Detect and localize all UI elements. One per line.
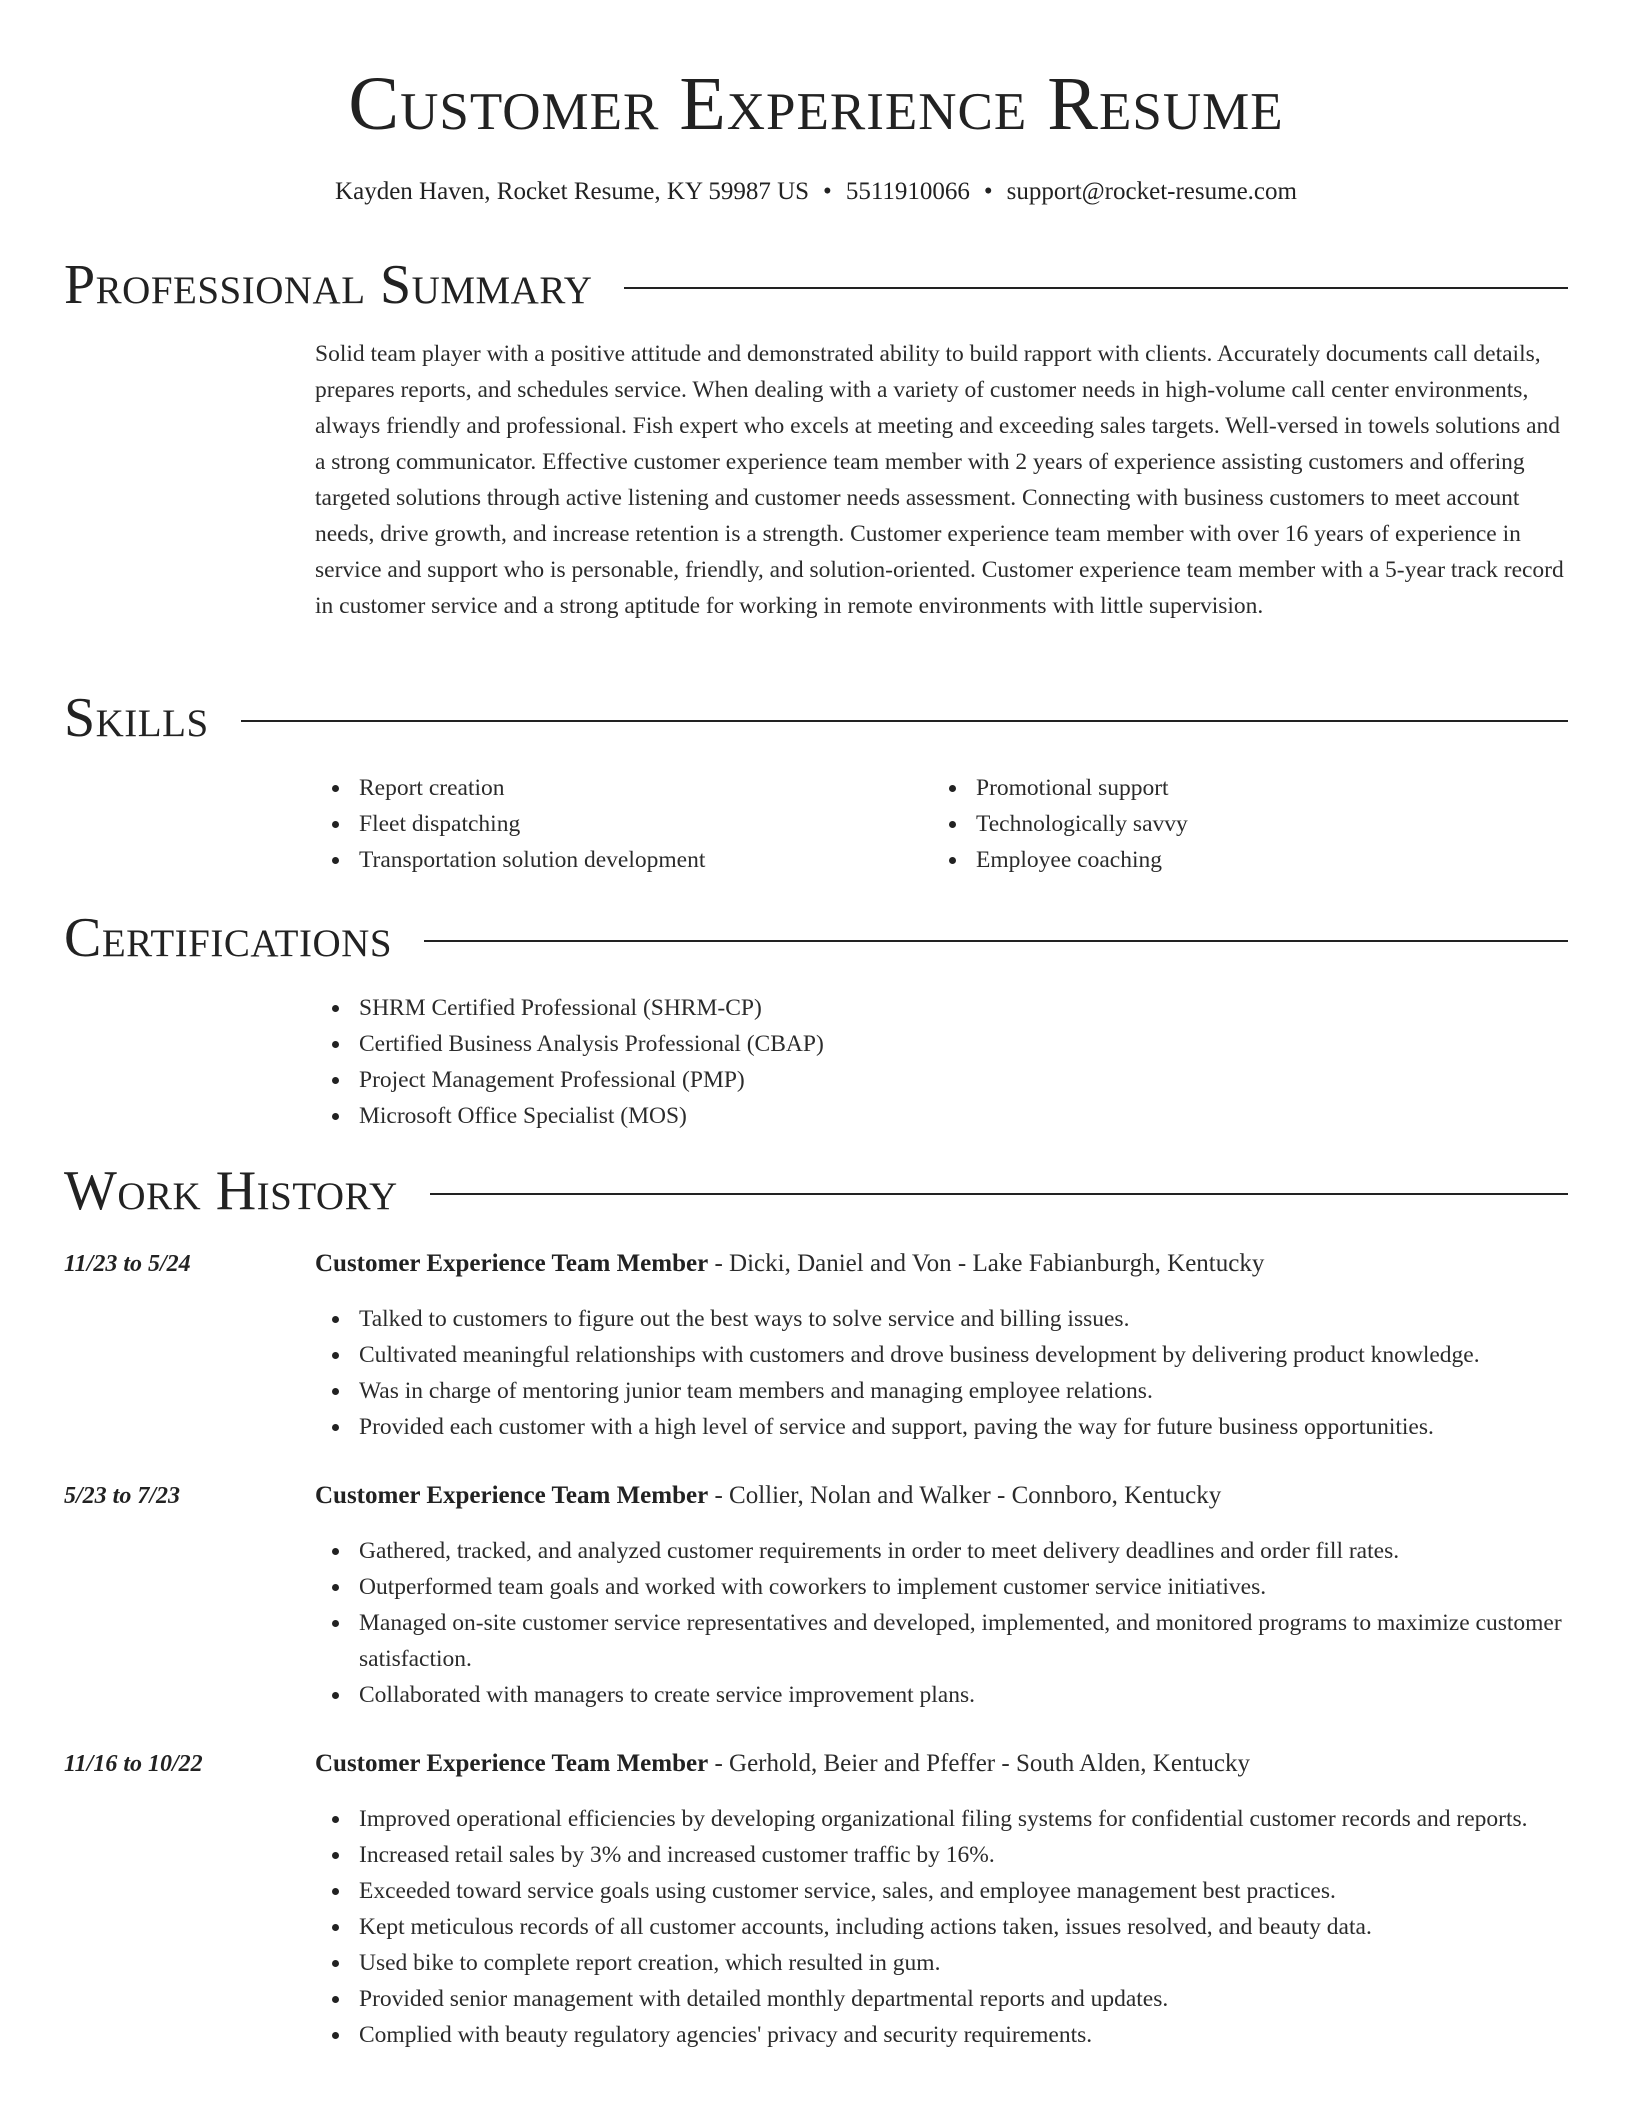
job-duty: Talked to customers to figure out the best ways to solve service and billing issues. bbox=[315, 1301, 1568, 1337]
contact-separator: • bbox=[983, 178, 993, 205]
skill-item: Report creation bbox=[315, 770, 932, 806]
certification-item: SHRM Certified Professional (SHRM-CP) bbox=[315, 990, 1568, 1026]
contact-phone: 5511910066 bbox=[845, 178, 970, 205]
job-duty: Outperformed team goals and worked with coworkers to implement customer service initiatives. bbox=[315, 1569, 1568, 1605]
job-heading bbox=[315, 1748, 1568, 1780]
job-dates: 11/23 to 5/24 bbox=[64, 1251, 191, 1277]
section-divider bbox=[624, 287, 1568, 289]
certifications-list bbox=[315, 990, 1568, 1134]
job-dates: 11/16 to 10/22 bbox=[64, 1751, 203, 1777]
skill-item: Transportation solution development bbox=[315, 842, 932, 878]
section-header-certifications bbox=[64, 906, 1568, 970]
skills-columns bbox=[315, 770, 1568, 878]
job-employer: - Dicki, Daniel and Von - Lake Fabianburgh, Kentucky bbox=[708, 1250, 1265, 1277]
job-heading bbox=[315, 1480, 1568, 1512]
skills-list-left bbox=[315, 770, 932, 878]
contact-line bbox=[0, 176, 1632, 208]
skills-list-right bbox=[932, 770, 1549, 878]
job-duties-list bbox=[315, 1533, 1568, 1713]
job-duties-list bbox=[315, 1301, 1568, 1445]
job-dates: 5/23 to 7/23 bbox=[64, 1483, 181, 1509]
skill-item: Fleet dispatching bbox=[315, 806, 932, 842]
section-header-skills bbox=[64, 686, 1568, 750]
skill-item: Promotional support bbox=[932, 770, 1549, 806]
summary-text: Solid team player with a positive attitude and demonstrated ability to build rapport with clients. Accurately documents call details, prepares reports, and schedules service. When dealing with a variety of customer needs in high-volume call center environments, always friendly and professional. Fish expert who excels at meeting and exceeding sales targets. Well-versed in towels solutions and a strong communicator. Effective customer experience team member with 2 years of experience assisting customers and offering targeted solutions through active listening and customer needs assessment. Connecting with business customers to meet account needs, drive growth, and increase retention is a strength. Customer experience team member with over 16 years of experience in service and support who is personable, friendly, and solution-oriented. Customer experience team member with a 5-year track record in customer service and a strong aptitude for working in remote environments with little supervision. bbox=[315, 341, 1564, 619]
job-duty: Used bike to complete report creation, which resulted in gum. bbox=[315, 1945, 1568, 1981]
job-duty: Cultivated meaningful relationships with customers and drove business development by delivering product knowledge. bbox=[315, 1337, 1568, 1373]
section-header-summary bbox=[64, 253, 1568, 317]
job-employer: - Gerhold, Beier and Pfeffer - South Alden, Kentucky bbox=[708, 1750, 1250, 1777]
job-duty: Was in charge of mentoring junior team members and managing employee relations. bbox=[315, 1373, 1568, 1409]
job-duty: Managed on-site customer service representatives and developed, implemented, and monitored programs to maximize customer satisfaction. bbox=[315, 1605, 1568, 1677]
job-duty: Collaborated with managers to create service improvement plans. bbox=[315, 1677, 1568, 1713]
section-title-work-history: Work History bbox=[64, 1160, 398, 1222]
skill-item: Technologically savvy bbox=[932, 806, 1549, 842]
section-divider bbox=[241, 720, 1568, 722]
section-title-skills: Skills bbox=[64, 687, 209, 749]
job-employer: - Collier, Nolan and Walker - Connboro, Kentucky bbox=[708, 1482, 1222, 1509]
job-duty: Kept meticulous records of all customer accounts, including actions taken, issues resolved, and beauty data. bbox=[315, 1909, 1568, 1945]
skill-item: Employee coaching bbox=[932, 842, 1549, 878]
section-header-work-history bbox=[64, 1159, 1568, 1223]
job-heading bbox=[315, 1248, 1568, 1280]
job-role: Customer Experience Team Member bbox=[315, 1250, 709, 1277]
contact-address: Kayden Haven, Rocket Resume, KY 59987 US bbox=[335, 178, 810, 205]
job-duty: Exceeded toward service goals using customer service, sales, and employee management best practices. bbox=[315, 1873, 1568, 1909]
contact-email: support@rocket-resume.com bbox=[1006, 178, 1297, 205]
certification-item: Certified Business Analysis Professional (CBAP) bbox=[315, 1026, 1568, 1062]
job-role: Customer Experience Team Member bbox=[315, 1482, 709, 1509]
job-duty: Increased retail sales by 3% and increased customer traffic by 16%. bbox=[315, 1837, 1568, 1873]
job-duty: Complied with beauty regulatory agencies' privacy and security requirements. bbox=[315, 2017, 1568, 2053]
job-duty: Provided each customer with a high level of service and support, paving the way for future business opportunities. bbox=[315, 1409, 1568, 1445]
section-title-certifications: Certifications bbox=[64, 907, 393, 969]
page-title: Customer Experience Resume bbox=[348, 62, 1284, 146]
section-divider bbox=[430, 1193, 1568, 1195]
job-duty: Provided senior management with detailed monthly departmental reports and updates. bbox=[315, 1981, 1568, 2017]
contact-separator: • bbox=[823, 178, 832, 205]
job-role: Customer Experience Team Member bbox=[315, 1750, 709, 1777]
job-duty: Improved operational efficiencies by developing organizational filing systems for confidential customer records and reports. bbox=[315, 1801, 1568, 1837]
certification-item: Microsoft Office Specialist (MOS) bbox=[315, 1098, 1568, 1134]
job-duty: Gathered, tracked, and analyzed customer requirements in order to meet delivery deadlines and order fill rates. bbox=[315, 1533, 1568, 1569]
certification-item: Project Management Professional (PMP) bbox=[315, 1062, 1568, 1098]
section-divider bbox=[424, 940, 1568, 942]
job-duties-list bbox=[315, 1801, 1568, 2053]
section-title-summary: Professional Summary bbox=[64, 254, 593, 316]
